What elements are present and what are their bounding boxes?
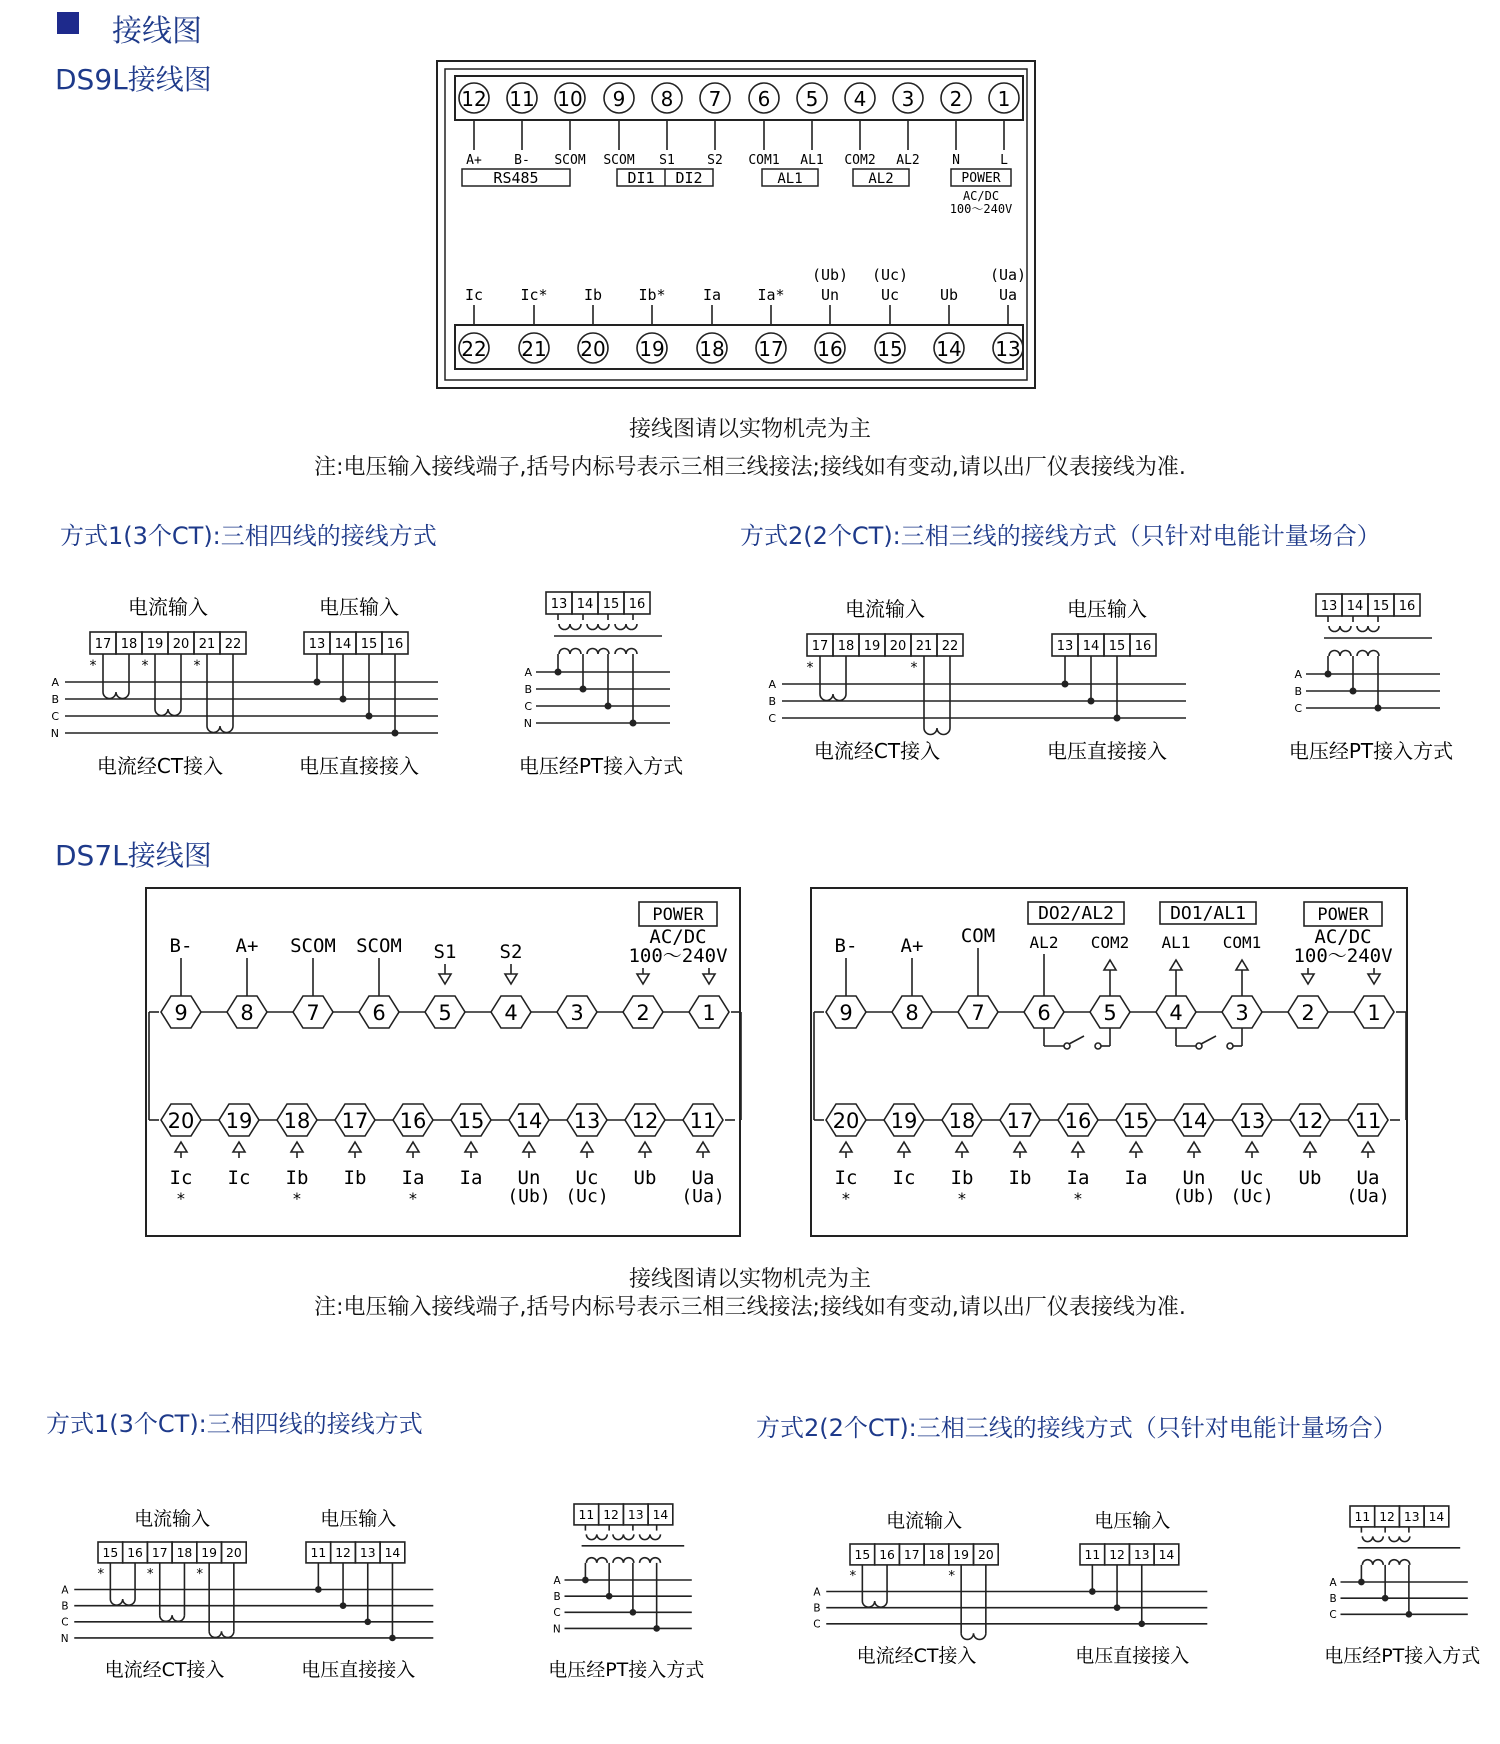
ct-access-label: 电流经CT接入 bbox=[813, 739, 941, 763]
svg-text:11: 11 bbox=[578, 1508, 595, 1523]
ds9l-method2-wiring bbox=[768, 594, 1453, 763]
ct-access-label: 电流经CT接入 bbox=[96, 754, 224, 778]
ds7l-method1-wiring bbox=[61, 1504, 705, 1681]
top-label-9: B- bbox=[169, 935, 193, 957]
bottom-alt-label-20: * bbox=[841, 1189, 851, 1208]
svg-text:17: 17 bbox=[903, 1548, 920, 1563]
bottom-label-16: Ia bbox=[401, 1167, 425, 1189]
terminal-label-20: Ib bbox=[583, 286, 603, 304]
terminal-number-18: 18 bbox=[699, 337, 725, 361]
power-label: POWER bbox=[961, 171, 1001, 186]
svg-text:13: 13 bbox=[1320, 599, 1338, 614]
bottom-label-20: Ic bbox=[169, 1167, 193, 1189]
pt-phase-A: A bbox=[1294, 668, 1302, 681]
pt-access-label: 电压经PT接入方式 bbox=[548, 1658, 705, 1681]
svg-text:15: 15 bbox=[854, 1548, 871, 1563]
phase-B: B bbox=[768, 695, 776, 708]
svg-text:17: 17 bbox=[811, 639, 829, 654]
hex-terminal-number-16: 16 bbox=[1064, 1109, 1092, 1133]
pt-access-label: 电压经PT接入方式 bbox=[518, 754, 684, 778]
top-label-7: SCOM bbox=[290, 935, 336, 957]
rs485-label: RS485 bbox=[493, 169, 539, 187]
svg-text:15: 15 bbox=[360, 637, 378, 652]
svg-text:15: 15 bbox=[1108, 639, 1126, 654]
bottom-label-15: Ia bbox=[1124, 1167, 1148, 1189]
current-input-label: 电流输入 bbox=[134, 1507, 211, 1530]
terminal-number-17: 17 bbox=[758, 337, 784, 361]
svg-text:*: * bbox=[806, 660, 814, 676]
pt-phase-A: A bbox=[524, 666, 532, 679]
hex-terminal-number-18: 18 bbox=[283, 1109, 311, 1133]
bottom-alt-label-14: (Ub) bbox=[1172, 1186, 1216, 1207]
pt-phase-B: B bbox=[1329, 1592, 1337, 1605]
terminal-number-11: 11 bbox=[509, 87, 535, 111]
svg-text:14: 14 bbox=[384, 1546, 401, 1561]
ds9l-wiring-diagrams bbox=[0, 570, 1500, 800]
svg-text:*: * bbox=[196, 1567, 203, 1583]
terminal-label-4: COM2 bbox=[844, 153, 876, 168]
terminal-number-4: 4 bbox=[853, 87, 867, 111]
current-input-label: 电流输入 bbox=[886, 1509, 963, 1532]
svg-text:11: 11 bbox=[310, 1546, 327, 1561]
terminal-label-3: AL2 bbox=[896, 153, 920, 168]
phase-N: N bbox=[50, 727, 59, 740]
bottom-label-20: Ic bbox=[834, 1167, 858, 1189]
svg-text:*: * bbox=[141, 658, 149, 674]
pt-phase-C: C bbox=[524, 700, 532, 713]
do2-label: DO2/AL2 bbox=[1038, 903, 1114, 924]
ds9l-caption-2: 注:电压输入接线端子,括号内标号表示三相三线接法;接线如有变动,请以出厂仪表接线为准. bbox=[314, 455, 1186, 480]
bottom-alt-label-18: * bbox=[292, 1189, 302, 1208]
power-spec-2: 100～240V bbox=[949, 202, 1013, 216]
voltage-input-label: 电压输入 bbox=[319, 595, 399, 619]
terminal-number-14: 14 bbox=[936, 337, 962, 361]
svg-text:20: 20 bbox=[889, 639, 907, 654]
direct-access-label: 电压直接接入 bbox=[1075, 1644, 1190, 1667]
hex-terminal-number-15: 15 bbox=[1122, 1109, 1150, 1133]
pt-phase-B: B bbox=[553, 1590, 561, 1603]
bottom-alt-label-13: (Uc) bbox=[1230, 1186, 1274, 1207]
hex-terminal-number-13: 13 bbox=[573, 1109, 601, 1133]
ds9l-method1-title: 方式1(3个CT):三相四线的接线方式 bbox=[60, 522, 437, 550]
svg-text:16: 16 bbox=[1398, 599, 1416, 614]
svg-text:20: 20 bbox=[225, 1546, 242, 1561]
svg-text:22: 22 bbox=[941, 639, 959, 654]
terminal-number-16: 16 bbox=[817, 337, 843, 361]
pt-phase-A: A bbox=[1329, 1576, 1337, 1589]
ds7l-terminal-diagram bbox=[0, 880, 1500, 1240]
bottom-alt-label-11: (Ua) bbox=[1346, 1186, 1390, 1207]
bottom-label-18: Ib bbox=[285, 1167, 309, 1189]
hex-terminal-number-15: 15 bbox=[457, 1109, 485, 1133]
hex-terminal-number-6: 6 bbox=[372, 1001, 386, 1025]
phase-C: C bbox=[813, 1618, 821, 1631]
ds7l-wiring-diagrams bbox=[0, 1460, 1500, 1740]
pt-access-label: 电压经PT接入方式 bbox=[1324, 1644, 1481, 1667]
svg-text:14: 14 bbox=[1158, 1548, 1175, 1563]
terminal-number-8: 8 bbox=[660, 87, 674, 111]
terminal-label-16: Un bbox=[820, 286, 840, 304]
pt-phase-B: B bbox=[1294, 685, 1302, 698]
terminal-number-20: 20 bbox=[580, 337, 606, 361]
bottom-alt-label-20: * bbox=[176, 1189, 186, 1208]
svg-text:19: 19 bbox=[201, 1546, 218, 1561]
terminal-number-21: 21 bbox=[521, 337, 547, 361]
svg-text:13: 13 bbox=[1133, 1548, 1150, 1563]
current-input-label: 电流输入 bbox=[845, 597, 925, 621]
bottom-label-15: Ia bbox=[459, 1167, 483, 1189]
ds7l-caption-1: 接线图请以实物机壳为主 bbox=[628, 1267, 871, 1292]
hex-terminal-number-16: 16 bbox=[399, 1109, 427, 1133]
hex-terminal-number-11: 11 bbox=[689, 1109, 717, 1133]
terminal-label-14: Ub bbox=[939, 286, 959, 304]
bottom-alt-label-14: (Ub) bbox=[507, 1186, 551, 1207]
svg-text:21: 21 bbox=[915, 639, 933, 654]
ds9l-method1-wiring bbox=[51, 592, 683, 778]
direct-access-label: 电压直接接入 bbox=[1047, 739, 1167, 763]
bottom-label-14: Un bbox=[1182, 1167, 1206, 1189]
top-label-8: A+ bbox=[900, 935, 924, 957]
svg-text:16: 16 bbox=[628, 597, 646, 612]
svg-text:13: 13 bbox=[308, 637, 326, 652]
pt-phase-C: C bbox=[1294, 702, 1302, 715]
hex-terminal-number-18: 18 bbox=[948, 1109, 976, 1133]
ds7l-method2-title: 方式2(2个CT):三相三线的接线方式（只针对电能计量场合） bbox=[756, 1414, 1397, 1442]
hex-terminal-number-19: 19 bbox=[225, 1109, 253, 1133]
hex-terminal-number-9: 9 bbox=[839, 1001, 853, 1025]
bottom-alt-label-16: * bbox=[408, 1189, 418, 1208]
svg-text:22: 22 bbox=[224, 637, 242, 652]
svg-text:14: 14 bbox=[1428, 1510, 1445, 1525]
pt-phase-C: C bbox=[1329, 1609, 1337, 1622]
terminal-label-21: Ic* bbox=[520, 286, 548, 304]
ds9l-method2-title: 方式2(2个CT):三相三线的接线方式（只针对电能计量场合） bbox=[740, 522, 1381, 550]
bottom-alt-label-13: (Uc) bbox=[565, 1186, 609, 1207]
power-spec-1: AC/DC bbox=[1314, 926, 1372, 948]
svg-text:18: 18 bbox=[120, 637, 138, 652]
phase-C: C bbox=[768, 712, 776, 725]
svg-text:15: 15 bbox=[602, 597, 620, 612]
bottom-label-17: Ib bbox=[1008, 1167, 1032, 1189]
svg-text:12: 12 bbox=[1379, 1510, 1395, 1525]
hex-terminal-number-4: 4 bbox=[1169, 1001, 1183, 1025]
direct-access-label: 电压直接接入 bbox=[299, 754, 419, 778]
svg-text:13: 13 bbox=[1403, 1510, 1420, 1525]
terminal-number-5: 5 bbox=[805, 87, 819, 111]
ds9l-caption-1: 接线图请以实物机壳为主 bbox=[628, 417, 871, 442]
ds7l-left-panel bbox=[149, 902, 741, 1208]
hex-terminal-number-13: 13 bbox=[1238, 1109, 1266, 1133]
svg-text:18: 18 bbox=[837, 639, 855, 654]
terminal-label-10: SCOM bbox=[554, 153, 586, 168]
ds7l-method1-title: 方式1(3个CT):三相四线的接线方式 bbox=[46, 1410, 423, 1438]
hex-terminal-number-4: 4 bbox=[504, 1001, 518, 1025]
terminal-number-1: 1 bbox=[997, 87, 1011, 111]
top-label-3: COM1 bbox=[1222, 933, 1262, 952]
svg-text:*: * bbox=[89, 658, 97, 674]
svg-text:20: 20 bbox=[977, 1548, 994, 1563]
svg-text:19: 19 bbox=[863, 639, 881, 654]
pt-phase-C: C bbox=[553, 1607, 561, 1620]
power-spec-1: AC/DC bbox=[962, 189, 1000, 203]
power-spec-2: 100～240V bbox=[628, 945, 728, 967]
top-label-4: S2 bbox=[499, 941, 523, 963]
bottom-label-19: Ic bbox=[892, 1167, 916, 1189]
terminal-number-9: 9 bbox=[612, 87, 626, 111]
power-label: POWER bbox=[1317, 905, 1369, 925]
bottom-label-11: Ua bbox=[1356, 1167, 1380, 1189]
svg-text:14: 14 bbox=[1346, 599, 1364, 614]
terminal-alt-label-16: (Ub) bbox=[811, 266, 849, 284]
hex-terminal-number-11: 11 bbox=[1354, 1109, 1382, 1133]
bottom-label-12: Ub bbox=[633, 1167, 657, 1189]
al2-group-label: AL2 bbox=[868, 171, 894, 187]
terminal-label-2: N bbox=[952, 153, 960, 168]
hex-terminal-number-1: 1 bbox=[1367, 1001, 1381, 1025]
pt-phase-N: N bbox=[552, 1623, 561, 1636]
hex-terminal-number-14: 14 bbox=[1180, 1109, 1208, 1133]
svg-text:17: 17 bbox=[151, 1546, 168, 1561]
bottom-label-14: Un bbox=[517, 1167, 541, 1189]
hex-terminal-number-14: 14 bbox=[515, 1109, 543, 1133]
hex-terminal-number-8: 8 bbox=[905, 1001, 919, 1025]
terminal-number-3: 3 bbox=[901, 87, 915, 111]
bottom-label-17: Ib bbox=[343, 1167, 367, 1189]
top-label-8: A+ bbox=[235, 935, 259, 957]
bottom-alt-label-16: * bbox=[1073, 1189, 1083, 1208]
hex-terminal-number-1: 1 bbox=[702, 1001, 716, 1025]
phase-A: A bbox=[813, 1586, 821, 1599]
hex-terminal-number-2: 2 bbox=[636, 1001, 650, 1025]
hex-terminal-number-6: 6 bbox=[1037, 1001, 1051, 1025]
terminal-number-6: 6 bbox=[757, 87, 771, 111]
phase-A: A bbox=[51, 676, 59, 689]
terminal-alt-label-13: (Ua) bbox=[989, 266, 1027, 284]
hex-terminal-number-5: 5 bbox=[438, 1001, 452, 1025]
terminal-number-15: 15 bbox=[877, 337, 903, 361]
terminal-number-19: 19 bbox=[639, 337, 665, 361]
svg-text:19: 19 bbox=[953, 1548, 970, 1563]
di1-label: DI1 bbox=[627, 169, 655, 187]
svg-text:13: 13 bbox=[1056, 639, 1074, 654]
pt-access-label: 电压经PT接入方式 bbox=[1288, 739, 1454, 763]
terminal-label-9: SCOM bbox=[603, 153, 635, 168]
svg-text:*: * bbox=[849, 1569, 857, 1585]
phase-C: C bbox=[51, 710, 59, 723]
phase-A: A bbox=[61, 1584, 69, 1597]
terminal-label-1: L bbox=[1000, 153, 1008, 168]
current-input-label: 电流输入 bbox=[128, 595, 208, 619]
power-spec-1: AC/DC bbox=[649, 926, 707, 948]
terminal-label-18: Ia bbox=[702, 286, 722, 304]
svg-text:13: 13 bbox=[550, 597, 568, 612]
ds7l-right-panel bbox=[814, 902, 1406, 1208]
svg-text:14: 14 bbox=[576, 597, 594, 612]
ds7l-title: DS7L接线图 bbox=[55, 839, 212, 872]
bottom-label-18: Ib bbox=[950, 1167, 974, 1189]
pt-phase-A: A bbox=[553, 1574, 561, 1587]
svg-text:12: 12 bbox=[335, 1546, 351, 1561]
hex-terminal-number-12: 12 bbox=[631, 1109, 659, 1133]
hex-terminal-number-17: 17 bbox=[341, 1109, 369, 1133]
terminal-number-10: 10 bbox=[557, 87, 583, 111]
hex-terminal-number-20: 20 bbox=[832, 1109, 860, 1133]
svg-text:*: * bbox=[948, 1569, 955, 1585]
svg-text:21: 21 bbox=[198, 637, 216, 652]
svg-text:12: 12 bbox=[1109, 1548, 1125, 1563]
direct-access-label: 电压直接接入 bbox=[301, 1658, 416, 1681]
svg-text:18: 18 bbox=[928, 1548, 945, 1563]
ds9l-top-block bbox=[455, 76, 1023, 120]
svg-text:16: 16 bbox=[386, 637, 404, 652]
hex-terminal-number-19: 19 bbox=[890, 1109, 918, 1133]
svg-text:16: 16 bbox=[879, 1548, 895, 1563]
svg-text:19: 19 bbox=[146, 637, 164, 652]
bottom-alt-label-18: * bbox=[957, 1189, 967, 1208]
hex-terminal-number-17: 17 bbox=[1006, 1109, 1034, 1133]
terminal-label-15: Uc bbox=[880, 286, 900, 304]
terminal-label-17: Ia* bbox=[757, 286, 785, 304]
svg-text:11: 11 bbox=[1354, 1510, 1371, 1525]
hex-terminal-number-7: 7 bbox=[306, 1001, 320, 1025]
terminal-alt-label-15: (Uc) bbox=[871, 266, 909, 284]
hex-terminal-number-8: 8 bbox=[240, 1001, 254, 1025]
pt-phase-B: B bbox=[524, 683, 532, 696]
hex-terminal-number-12: 12 bbox=[1296, 1109, 1324, 1133]
voltage-input-label: 电压输入 bbox=[320, 1507, 397, 1530]
top-label-5: S1 bbox=[433, 941, 457, 963]
terminal-number-7: 7 bbox=[708, 87, 722, 111]
page-heading: 接线图 bbox=[112, 14, 202, 49]
svg-text:13: 13 bbox=[627, 1508, 644, 1523]
svg-text:14: 14 bbox=[334, 637, 352, 652]
ct-access-label: 电流经CT接入 bbox=[104, 1658, 225, 1681]
di2-label: DI2 bbox=[675, 169, 703, 187]
ds7l-method2-wiring bbox=[813, 1506, 1480, 1667]
bottom-label-13: Uc bbox=[1240, 1167, 1264, 1189]
hex-terminal-number-2: 2 bbox=[1301, 1001, 1315, 1025]
terminal-label-13: Ua bbox=[998, 286, 1018, 304]
hex-terminal-number-3: 3 bbox=[1235, 1001, 1249, 1025]
bottom-label-16: Ia bbox=[1066, 1167, 1090, 1189]
svg-text:*: * bbox=[97, 1567, 105, 1583]
svg-text:14: 14 bbox=[1082, 639, 1100, 654]
svg-text:12: 12 bbox=[603, 1508, 619, 1523]
terminal-label-6: COM1 bbox=[748, 153, 780, 168]
top-label-9: B- bbox=[834, 935, 858, 957]
pt-phase-N: N bbox=[523, 717, 532, 730]
svg-text:*: * bbox=[193, 658, 201, 674]
svg-text:16: 16 bbox=[127, 1546, 143, 1561]
hex-terminal-number-5: 5 bbox=[1103, 1001, 1117, 1025]
terminal-number-12: 12 bbox=[461, 87, 487, 111]
bottom-alt-label-11: (Ua) bbox=[681, 1186, 725, 1207]
terminal-label-5: AL1 bbox=[800, 153, 824, 168]
svg-text:16: 16 bbox=[1134, 639, 1152, 654]
svg-text:*: * bbox=[910, 660, 918, 676]
phase-B: B bbox=[51, 693, 59, 706]
voltage-input-label: 电压输入 bbox=[1067, 597, 1147, 621]
phase-B: B bbox=[61, 1600, 69, 1613]
top-label-5: COM2 bbox=[1090, 933, 1130, 952]
svg-text:20: 20 bbox=[172, 637, 190, 652]
terminal-label-12: A+ bbox=[466, 153, 482, 168]
phase-N: N bbox=[60, 1632, 69, 1645]
svg-text:11: 11 bbox=[1084, 1548, 1101, 1563]
top-label-6: SCOM bbox=[356, 935, 402, 957]
bottom-label-12: Ub bbox=[1298, 1167, 1322, 1189]
hex-terminal-number-7: 7 bbox=[971, 1001, 985, 1025]
phase-A: A bbox=[768, 678, 776, 691]
svg-text:13: 13 bbox=[359, 1546, 376, 1561]
terminal-label-11: B- bbox=[514, 153, 530, 168]
top-label-7: COM bbox=[960, 925, 996, 947]
hex-terminal-number-20: 20 bbox=[167, 1109, 195, 1133]
svg-text:14: 14 bbox=[652, 1508, 669, 1523]
ds9l-terminal-diagram bbox=[0, 0, 1500, 480]
power-spec-2: 100～240V bbox=[1293, 945, 1393, 967]
terminal-number-22: 22 bbox=[461, 337, 487, 361]
phase-B: B bbox=[813, 1602, 821, 1615]
ds7l-caption-2: 注:电压输入接线端子,括号内标号表示三相三线接法;接线如有变动,请以出厂仪表接线为准. bbox=[314, 1295, 1186, 1320]
hex-terminal-number-9: 9 bbox=[174, 1001, 188, 1025]
terminal-label-7: S2 bbox=[707, 153, 723, 168]
svg-text:15: 15 bbox=[102, 1546, 119, 1561]
terminal-label-19: Ib* bbox=[638, 286, 666, 304]
top-label-4: AL1 bbox=[1161, 933, 1191, 952]
terminal-number-13: 13 bbox=[995, 337, 1021, 361]
al1-group-label: AL1 bbox=[777, 171, 803, 187]
power-label: POWER bbox=[652, 905, 704, 925]
svg-text:*: * bbox=[146, 1567, 154, 1583]
bottom-label-13: Uc bbox=[575, 1167, 599, 1189]
terminal-label-8: S1 bbox=[659, 153, 675, 168]
do1-label: DO1/AL1 bbox=[1170, 903, 1246, 924]
ds9l-title: DS9L接线图 bbox=[55, 63, 212, 96]
svg-text:17: 17 bbox=[94, 637, 112, 652]
bottom-label-19: Ic bbox=[227, 1167, 251, 1189]
bottom-label-11: Ua bbox=[691, 1167, 715, 1189]
ct-access-label: 电流经CT接入 bbox=[856, 1644, 977, 1667]
svg-text:15: 15 bbox=[1372, 599, 1390, 614]
top-label-6: AL2 bbox=[1029, 933, 1059, 952]
terminal-label-22: Ic bbox=[464, 286, 484, 304]
hex-terminal-number-3: 3 bbox=[570, 1001, 584, 1025]
phase-C: C bbox=[61, 1616, 69, 1629]
voltage-input-label: 电压输入 bbox=[1094, 1509, 1171, 1532]
svg-text:18: 18 bbox=[176, 1546, 193, 1561]
terminal-number-2: 2 bbox=[949, 87, 963, 111]
